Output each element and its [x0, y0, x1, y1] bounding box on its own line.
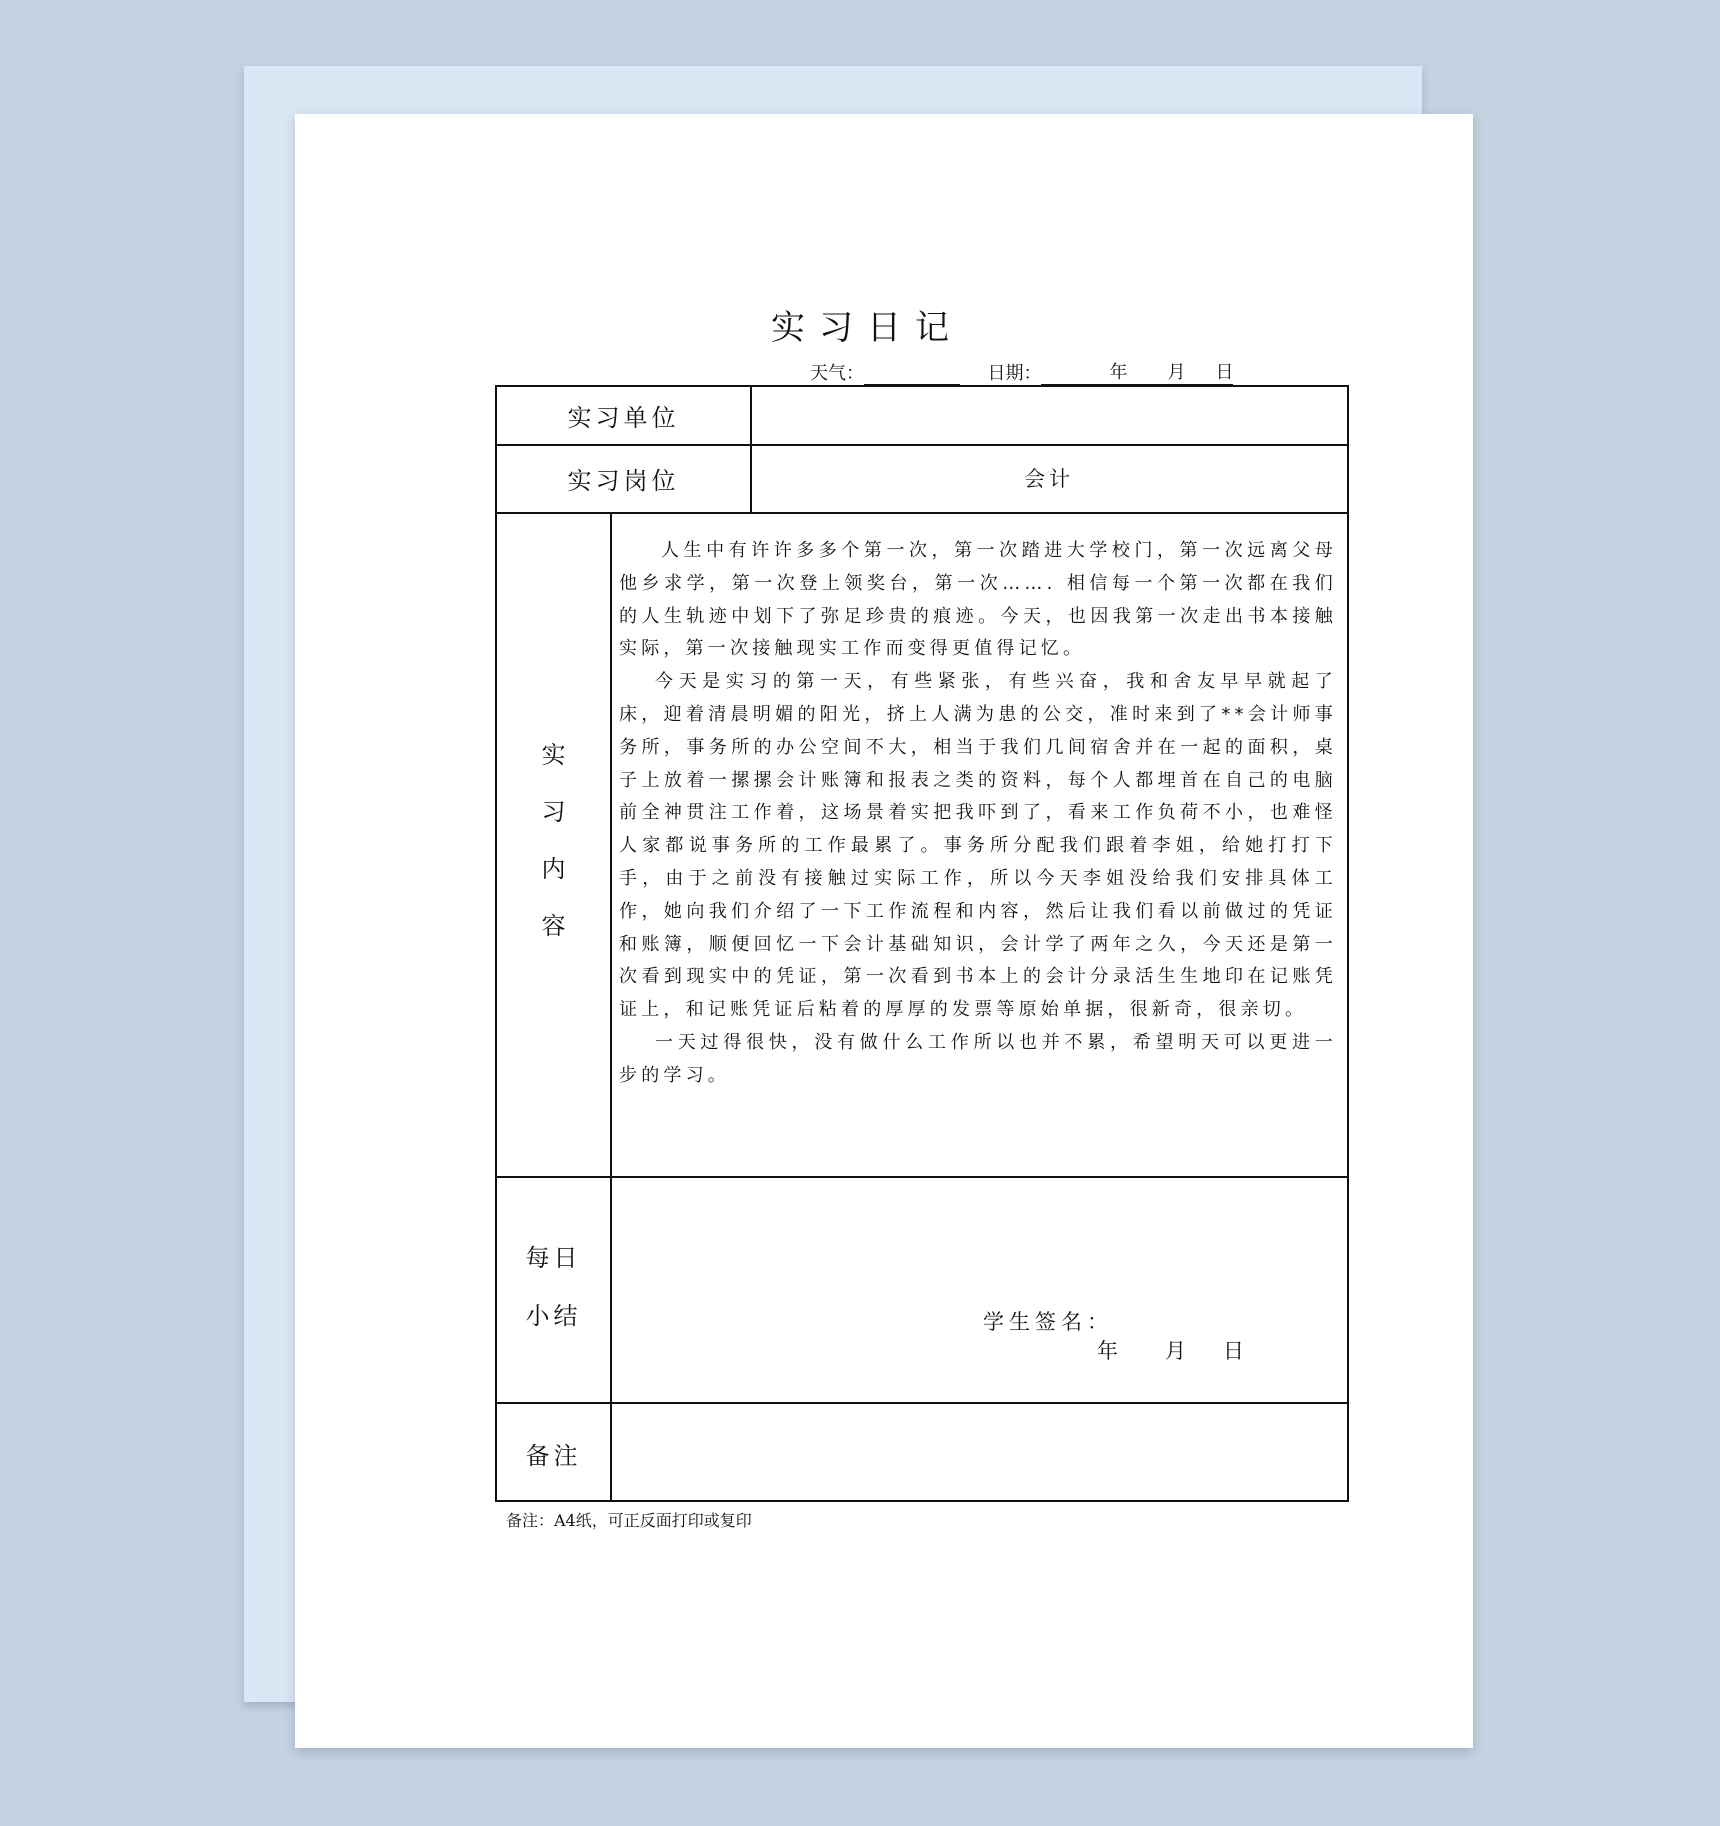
- weather-label: 天气：: [810, 363, 864, 384]
- remarks-field[interactable]: [612, 1404, 1346, 1502]
- position-label: 实习岗位: [567, 466, 680, 495]
- date-label: 日期：: [987, 363, 1042, 384]
- weather-field[interactable]: [864, 364, 960, 385]
- content-label: [497, 727, 610, 955]
- diary-form-table: [495, 385, 1349, 1502]
- content-paragraph: 人生中有许许多多个第一次，第一次踏进大学校门，第一次远离父母他乡求学，第一次登上领奖台，第一次……. 相信每一个第一次都在我们的人生轨迹中划下了弥足珍贵的痕迹。今天，也因我第一次走出书本接触实际，第一次接触现实工作而变得更值得记忆。: [619, 540, 1337, 660]
- date-field[interactable]: [1041, 358, 1233, 385]
- sign-day-label: 日: [1223, 1339, 1249, 1363]
- column-divider: [610, 512, 612, 1502]
- document-title: 实习日记: [771, 308, 963, 348]
- summary-label-line1: 每日: [525, 1243, 582, 1272]
- content-paragraph: 一天过得很快，没有做什么工作所以也并不累，希望明天可以更进一步的学习。: [619, 1031, 1337, 1086]
- sign-month-label: 月: [1165, 1339, 1191, 1363]
- content-label-char: 实: [541, 741, 566, 769]
- row-divider: [497, 1176, 1347, 1178]
- remarks-label: 备注: [525, 1441, 582, 1470]
- signature-date[interactable]: [1097, 1335, 1249, 1365]
- date-year-label: 年: [1109, 362, 1128, 383]
- date-month-label: 月: [1167, 362, 1186, 383]
- summary-label-line2: 小结: [525, 1301, 582, 1330]
- sign-year-label: 年: [1097, 1339, 1123, 1363]
- row-divider: [497, 512, 1347, 514]
- content-text[interactable]: [619, 535, 1337, 1093]
- footnote: 备注：A4纸，可正反面打印或复印: [506, 1511, 752, 1530]
- date-day-label: 日: [1215, 362, 1234, 383]
- unit-label: 实习单位: [567, 404, 680, 432]
- signature-label: 学生签名：: [983, 1310, 1113, 1334]
- content-label-char: 内: [541, 855, 566, 883]
- content-label-char: 习: [541, 798, 566, 826]
- content-paragraph: 今天是实习的第一天，有些紧张，有些兴奋，我和舍友早早就起了床，迎着清晨明媚的阳光，挤上人满为患的公交，准时来到了**会计师事务所，事务所的办公空间不大，相当于我们几间宿舍并在一起的面积，桌子上放着一摞摞会计账簿和报表之类的资料，每个人都埋首在自己的电脑前全神贯注工作着，这场景着实把我吓到了，看来工作负荷不小，也难怪人家都说事务所的工作最累了。事务所分配我们跟着李姐，给她打打下手，由于之前没有接触过实际工作，所以今天李姐没给我们安排具体工作，她向我们介绍了一下工作流程和内容，然后让我们看以前做过的凭证和账簿，顺便回忆一下会计基础知识，会计学了两年之久，今天还是第一次看到现实中的凭证，第一次看到书本上的会计分录活生生地印在记账凭证上，和记账凭证后粘着的厚厚的发票等原始单据，很新奇，很亲切。: [619, 671, 1337, 1021]
- content-label-char: 容: [541, 912, 566, 940]
- weather-date-line: [810, 358, 1233, 385]
- unit-field[interactable]: [752, 387, 1346, 444]
- position-field[interactable]: 会计: [1024, 467, 1074, 491]
